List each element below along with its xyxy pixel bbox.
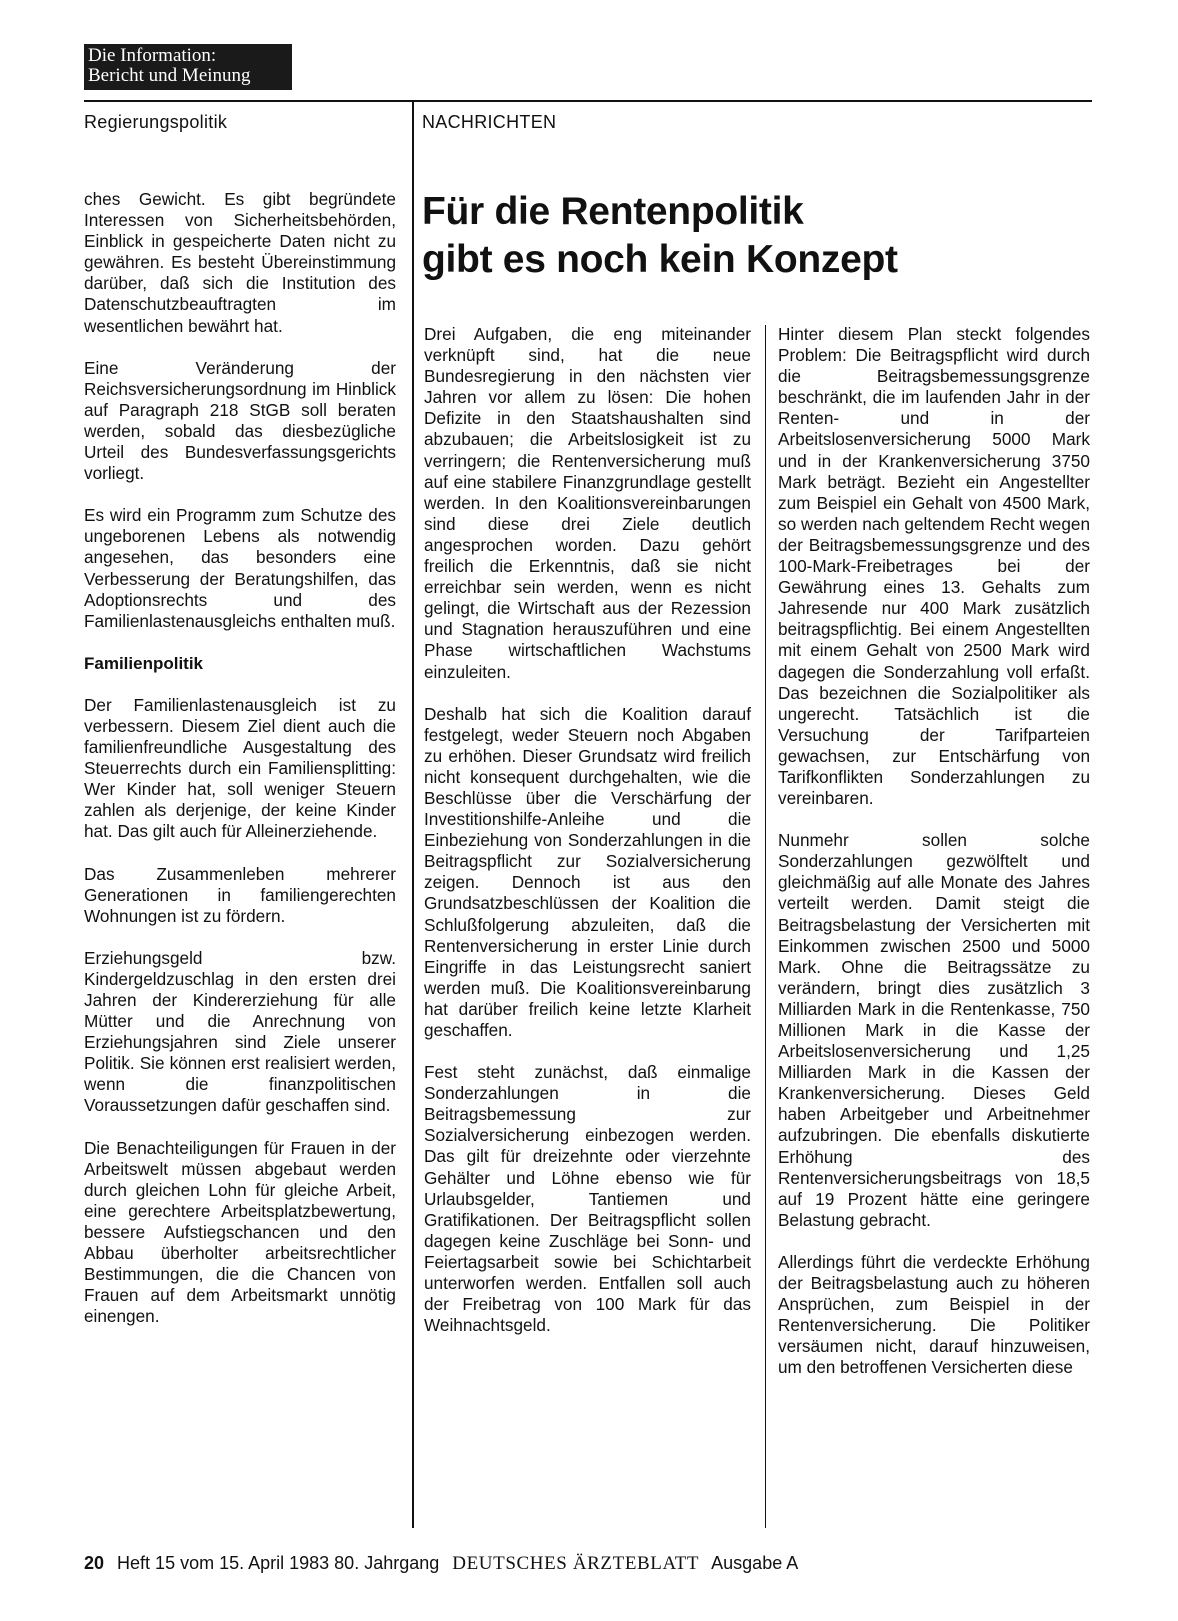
paragraph: Es wird ein Programm zum Schutze des ungeborenen Lebens als notwendig angesehen, das besonders eine Verbesserung der Beratungshilfen, das Adoptionsrechts und des Familienlastenausgleichs enthalten muß.: [84, 505, 396, 631]
headline-line-1: Für die Rentenpolitik: [422, 190, 804, 233]
text-column-2: [424, 324, 751, 1357]
paragraph: Das Zusammenleben mehrerer Generationen in familiengerechten Wohnungen ist zu fördern.: [84, 863, 396, 926]
page-number: 20: [84, 1553, 105, 1573]
article-column-divider: [765, 325, 766, 1528]
paragraph: ches Gewicht. Es gibt begründete Interessen von Sicherheitsbehörden, Einblick in gespeicherte Daten nicht zu gewähren. Es besteht Übereinstimmung darüber, daß sich die Institution des Datenschutzbeauftragten im wesentlichen bewährt hat.: [84, 189, 396, 336]
text-column-3: [778, 324, 1090, 1400]
subheading: Familienpolitik: [84, 653, 204, 673]
paragraph: Der Familienlastenausgleich ist zu verbessern. Diesem Ziel dient auch die familienfreundliche Ausgestaltung des Steuerrechts durch ein Familiensplitting: Wer Kinder hat, soll weniger Steuern zahlen als derjenige, der keine Kinder hat. Das gilt auch für Alleinerziehende.: [84, 694, 396, 842]
journal-name: DEUTSCHES ÄRZTEBLATT: [452, 1553, 700, 1574]
paragraph: Erziehungsgeld bzw. Kindergeldzuschlag in den ersten drei Jahren der Kindererziehung für alle Mütter und die Anrechnung von Erziehungsjahren sind Ziele unserer Politik. Sie können erst realisiert werden, wenn die finanzpolitischen Voraussetzungen dafür geschaffen sind.: [84, 947, 396, 1116]
section-label-left: Regierungspolitik: [84, 112, 228, 132]
page-footer: [84, 1553, 798, 1575]
paragraph: Deshalb hat sich die Koalition darauf festgelegt, weder Steuern noch Abgaben zu erhöhen. Dieser Grundsatz wird freilich nicht konsequent durchgehalten, wie die Beschlüsse über die Verschärfung der Investitionshilfe-Anleihe und die Einbeziehung von Sonderzahlungen in die Beitragspflicht zur Sozialversicherung zeigen. Dennoch ist aus den Grundsatzbeschlüssen der Koalition die Schlußfolgerung abzuleiten, daß die Rentenversicherung in erster Linie durch Eingriffe in das Leistungsrecht saniert werden muß. Die Koalitionsvereinbarung hat darüber freilich keine letzte Klarheit geschaffen.: [424, 703, 751, 1040]
text-column-1: [84, 189, 396, 1348]
edition-label: Ausgabe A: [711, 1553, 799, 1573]
paragraph: Drei Aufgaben, die eng miteinander verknüpft sind, hat die neue Bundesregierung in den nächsten vier Jahren vor allem zu lösen: Die hohen Defizite in den Staatshaushalten sind abzubauen; die Arbeitslosigkeit ist zu verringern; die Rentenversicherung muß auf eine stabilere Finanzgrundlage gestellt werden. In den Koalitionsvereinbarungen sind diese drei Ziele deutlich angesprochen worden. Dazu gehört freilich die Erkenntnis, daß sie nicht erreichbar sein werden, wenn es nicht gelingt, die Wirtschaft aus der Rezession und Stagnation herauszuführen und eine Phase wirtschaftlichen Wachstums einzuleiten.: [424, 324, 751, 682]
masthead-line-2: Bericht und Meinung: [88, 65, 251, 86]
paragraph: Hinter diesem Plan steckt folgendes Problem: Die Beitragspflicht wird durch die Beitragsbemessungsgrenze beschränkt, die im laufenden Jahr in der Renten- und in der Arbeitslosenversicherung 5000 Mark und in der Krankenversicherung 3750 Mark beträgt. Bezieht ein Angestellter zum Beispiel ein Gehalt von 4500 Mark, so werden nach geltendem Recht wegen der Beitragsbemessungsgrenze und des 100-Mark-Freibetrages bei der Gewährung eines 13. Gehalts zum Jahresende nur 400 Mark zusätzlich beitragspflichtig. Bei einem Angestellten mit einem Gehalt von 2500 Mark wird dagegen die Sonderzahlung voll erfaßt. Das bezeichnen die Sozialpolitiker als ungerecht. Tatsächlich ist die Versuchung der Tarifparteien gewachsen, zur Entschärfung von Tarifkonflikten Sonderzahlungen zu vereinbaren.: [778, 324, 1090, 809]
paragraph: Eine Veränderung der Reichsversicherungsordnung im Hinblick auf Paragraph 218 StGB soll beraten werden, sobald das diesbezügliche Urteil des Bundesverfassungsgerichts vorliegt.: [84, 357, 396, 484]
masthead: [84, 44, 292, 90]
column-divider: [412, 100, 414, 1528]
article-headline: [422, 188, 1102, 284]
paragraph: Die Benachteiligungen für Frauen in der Arbeitswelt müssen abgebaut werden durch gleichen Lohn für gleiche Arbeit, eine gerechtere Arbeitsplatzbewertung, bessere Aufstiegschancen und den Abbau überholter arbeitsrechtlicher Bestimmungen, die die Chancen von Frauen auf dem Arbeitsmarkt unnötig einengen.: [84, 1137, 396, 1327]
headline-line-2: gibt es noch kein Konzept: [422, 238, 898, 281]
masthead-line-1: Die Information:: [88, 45, 217, 66]
paragraph: Allerdings führt die verdeckte Erhöhung der Beitragsbelastung auch zu höheren Ansprüchen, zum Beispiel in der Rentenversicherung. Die Politiker versäumen nicht, darauf hinzuweisen, um den betroffenen Versicherten diese: [778, 1251, 1090, 1378]
paragraph: Nunmehr sollen solche Sonderzahlungen gezwölftelt und gleichmäßig auf alle Monate des Jahres verteilt werden. Damit steigt die Beitragsbelastung der Versicherten mit Einkommen zwischen 2500 und 5000 Mark. Ohne die Beitragssätze zu verändern, bringt dies zusätzlich 3 Milliarden Mark in die Rentenkasse, 750 Millionen Mark in die Kasse der Arbeitslosenversicherung und 1,25 Milliarden Mark in die Kassen der Krankenversicherung. Dieses Geld haben Arbeitgeber und Arbeitnehmer aufzubringen. Die ebenfalls diskutierte Erhöhung des Rentenversicherungsbeitrags von 18,5 auf 19 Prozent hätte eine geringere Belastung gebracht.: [778, 830, 1090, 1230]
paragraph: Fest steht zunächst, daß einmalige Sonderzahlungen in die Beitragsbemessung zur Sozialversicherung einbezogen werden. Das gilt für dreizehnte oder vierzehnte Gehälter und Löhne ebenso wie für Urlaubsgelder, Tantiemen und Gratifikationen. Der Beitragspflicht sollen dagegen keine Zuschläge bei Sonn- und Feiertagsarbeit sowie bei Schichtarbeit unterworfen werden. Entfallen soll auch der Freibetrag von 100 Mark für das Weihnachtsgeld.: [424, 1062, 751, 1336]
top-rule: [84, 100, 1092, 102]
issue-info: Heft 15 vom 15. April 1983 80. Jahrgang: [117, 1553, 440, 1573]
section-label-right: NACHRICHTEN: [422, 112, 557, 132]
